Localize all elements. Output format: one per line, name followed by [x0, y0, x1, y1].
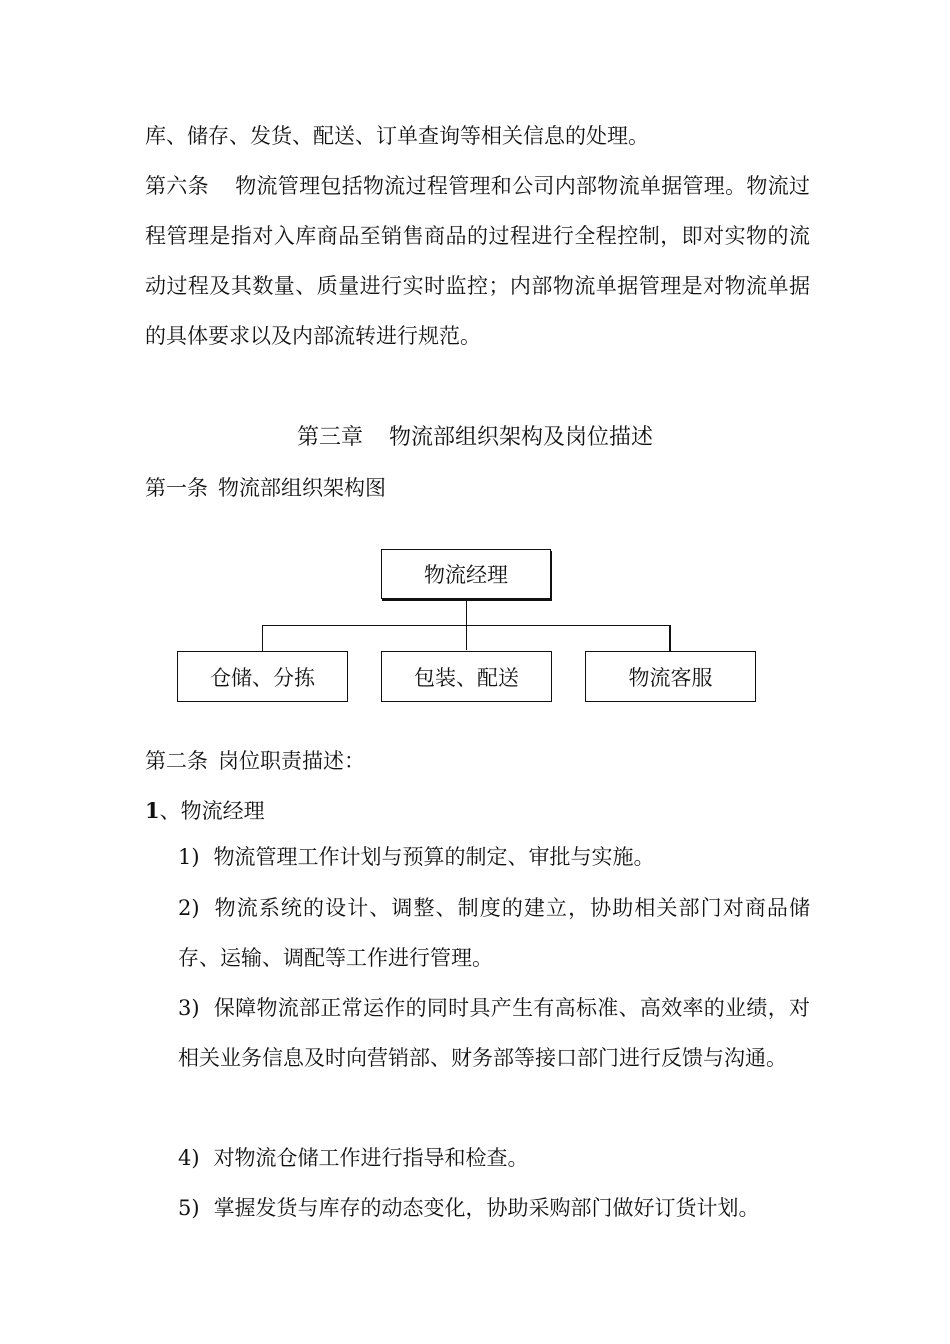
duty-number: 2): [178, 896, 200, 920]
org-root-box: [381, 549, 551, 599]
duty-item: [178, 1183, 810, 1233]
chapter-label: 第三章: [296, 425, 363, 450]
article-2-title: 岗位职责描述：: [218, 749, 365, 773]
article-1-heading: [145, 472, 386, 502]
org-root-label: 物流经理: [424, 563, 508, 587]
duty-number: 3): [178, 996, 200, 1020]
section-1-title: 、物流经理: [159, 799, 265, 823]
duty-item: [178, 983, 810, 1083]
article-1-label: 第一条: [145, 476, 208, 500]
duty-item: [178, 1133, 810, 1183]
article-6-label: 第六条: [145, 174, 209, 198]
intro-line: 库、储存、发货、配送、订单查询等相关信息的处理。: [145, 124, 649, 148]
duty-number: 4): [178, 1146, 200, 1170]
duty-text: 物流系统的设计、调整、制度的建立，协助相关部门对商品储存、运输、调配等工作进行管理。: [178, 896, 810, 970]
org-child-box-packing: [381, 651, 552, 702]
duty-item: [178, 832, 810, 882]
article-2-heading: [145, 745, 365, 775]
duty-number: 5): [178, 1196, 200, 1220]
section-1-heading: [145, 795, 265, 825]
org-child-label: 仓储、分拣: [210, 665, 315, 690]
org-child-box-storage: [177, 651, 348, 702]
section-1-number: 1: [145, 798, 160, 823]
org-connector-left: [262, 625, 263, 651]
org-child-box-service: [585, 651, 756, 702]
org-child-label: 物流客服: [628, 665, 713, 690]
article-6-paragraph: [145, 161, 810, 361]
article-1-title: 物流部组织架构图: [218, 476, 386, 500]
org-connector-right: [669, 625, 671, 651]
article-2-label: 第二条: [145, 749, 208, 773]
org-child-label: 包装、配送: [414, 665, 519, 690]
duty-text: 保障物流部正常运作的同时具产生有高标准、高效率的业绩，对相关业务信息及时向营销部、财务部等接口部门进行反馈与沟通。: [178, 996, 810, 1070]
duty-number: 1): [178, 845, 200, 869]
chapter-heading: [0, 420, 950, 451]
article-6-text: 物流管理包括物流过程管理和公司内部物流单据管理。物流过程管理是指对入库商品至销售商品的过程进行全程控制，即对实物的流动过程及其数量、质量进行实时监控；内部物流单据管理是对物流单据的具体要求以及内部流转进行规范。: [145, 174, 811, 348]
duty-text: 对物流仓储工作进行指导和检查。: [213, 1146, 529, 1170]
duty-item: [178, 883, 810, 983]
org-connector-horizontal: [262, 625, 670, 626]
duty-text: 物流管理工作计划与预算的制定、审批与实施。: [213, 845, 655, 869]
chapter-title: 物流部组织架构及岗位描述: [389, 425, 654, 450]
duty-text: 掌握发货与库存的动态变化，协助采购部门做好订货计划。: [213, 1196, 760, 1220]
